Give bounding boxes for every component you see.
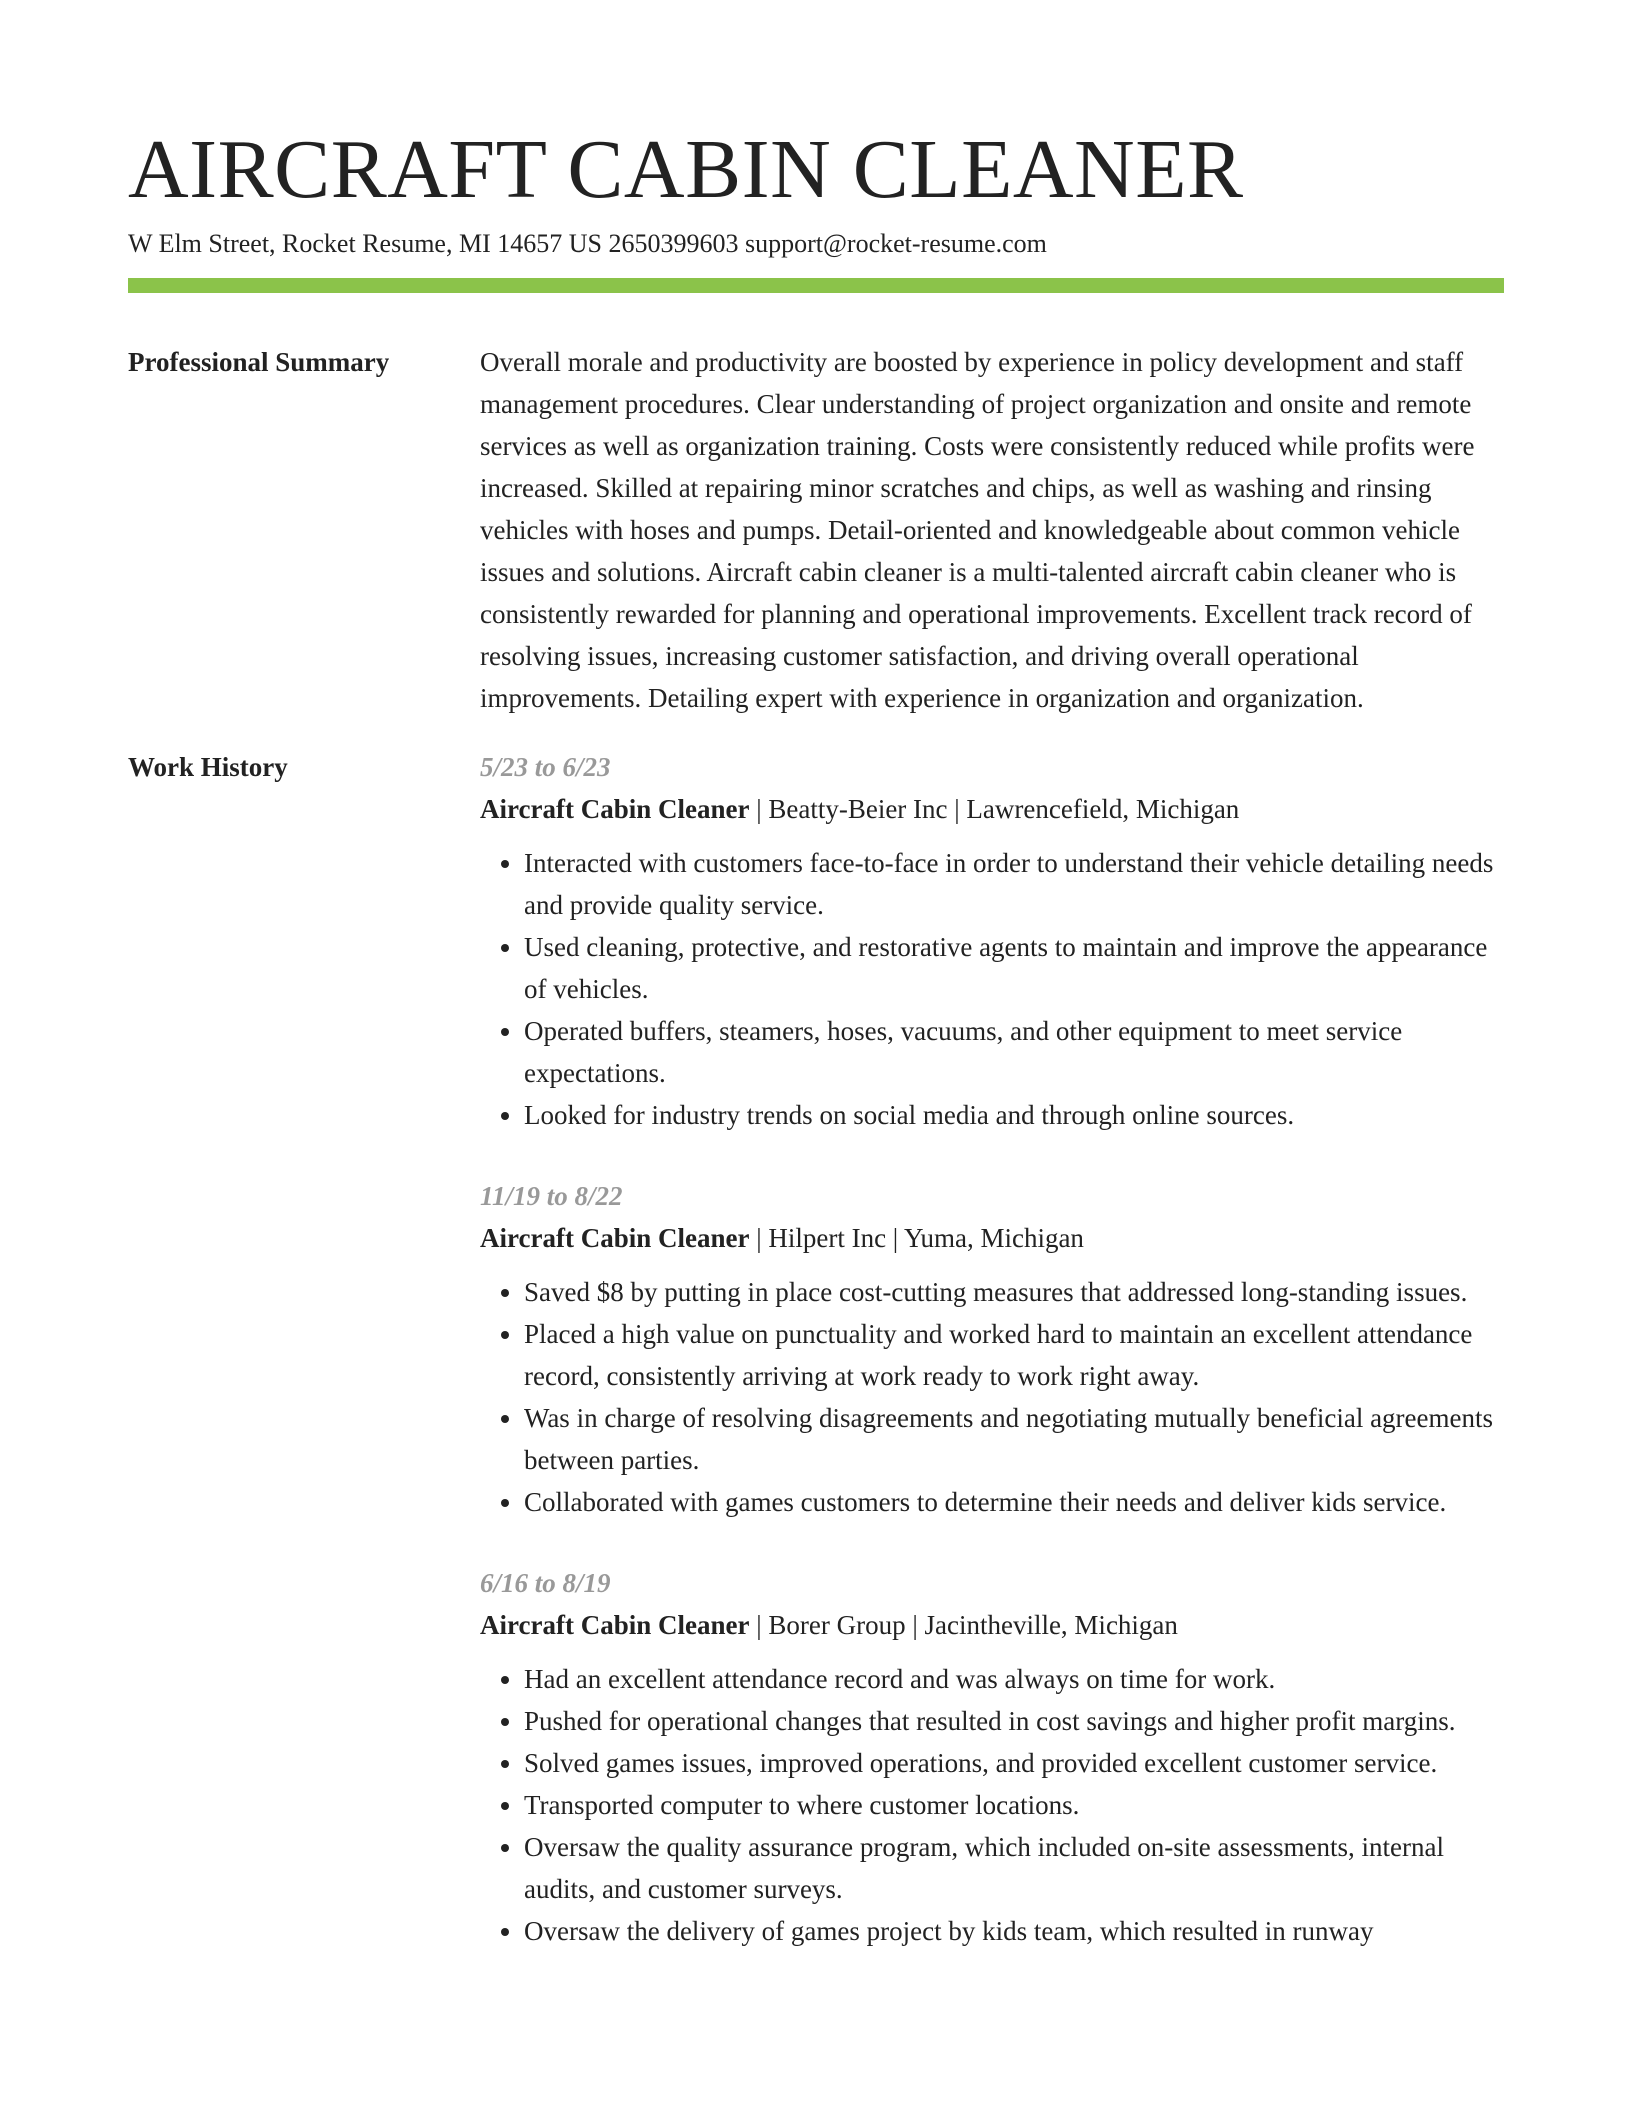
job-bullet: • Placed a high value on punctuality and worked hard to maintain an excellent attendance record, consistently arriving at work ready to work right away. <box>524 1313 1504 1397</box>
job-bullet: • Saved $8 by putting in place cost-cutting measures that addressed long-standing issues. <box>524 1271 1504 1313</box>
job-bullet: • Used cleaning, protective, and restorative agents to maintain and improve the appearance of vehicles. <box>524 926 1504 1010</box>
job-title-line <box>480 1217 1504 1259</box>
job-bullet: • Was in charge of resolving disagreements and negotiating mutually beneficial agreements between parties. <box>524 1397 1504 1481</box>
job-company-location: | Beatty-Beier Inc | Lawrencefield, Michigan <box>749 794 1240 824</box>
job-bullet: • Solved games issues, improved operations, and provided excellent customer service. <box>524 1742 1504 1784</box>
job-bullets <box>480 1658 1504 1952</box>
job-bullet: • Had an excellent attendance record and was always on time for work. <box>524 1658 1504 1700</box>
job-company-location: | Hilpert Inc | Yuma, Michigan <box>749 1223 1084 1253</box>
job-bullet: • Interacted with customers face-to-face in order to understand their vehicle detailing needs and provide quality service. <box>524 842 1504 926</box>
work-history-heading: Work History <box>128 752 288 782</box>
job-list <box>480 749 1504 1952</box>
contact-address: W Elm Street, Rocket Resume, MI 14657 US <box>128 229 602 258</box>
job-bullet: • Oversaw the delivery of games project by kids team, which resulted in runway <box>524 1910 1504 1952</box>
accent-divider <box>128 278 1504 293</box>
candidate-name: AIRCRAFT CABIN CLEANER <box>128 123 1244 216</box>
contact-email: support@rocket-resume.com <box>744 229 1047 258</box>
work-history-section <box>128 749 1504 1952</box>
job-entry <box>480 746 1504 1136</box>
job-role: Aircraft Cabin Cleaner <box>480 1223 750 1253</box>
job-dates: 11/19 to 8/22 <box>480 1181 623 1211</box>
job-entry <box>480 1175 1504 1523</box>
summary-heading: Professional Summary <box>128 347 390 377</box>
job-bullet: • Transported computer to where customer locations. <box>524 1784 1504 1826</box>
job-bullets <box>480 842 1504 1136</box>
job-bullets <box>480 1271 1504 1523</box>
job-title-line <box>480 788 1504 830</box>
job-entry <box>480 1562 1504 1952</box>
job-bullet: • Pushed for operational changes that resulted in cost savings and higher profit margins. <box>524 1700 1504 1742</box>
job-title-line <box>480 1604 1504 1646</box>
job-role: Aircraft Cabin Cleaner <box>480 794 750 824</box>
job-bullet: • Oversaw the quality assurance program, which included on-site assessments, internal audits, and customer surveys. <box>524 1826 1504 1910</box>
contact-line <box>128 226 1504 262</box>
summary-section <box>128 344 1504 719</box>
resume-page <box>128 122 1504 1952</box>
job-bullet: • Collaborated with games customers to determine their needs and deliver kids service. <box>524 1481 1504 1523</box>
job-bullet: • Operated buffers, steamers, hoses, vacuums, and other equipment to meet service expectations. <box>524 1010 1504 1094</box>
job-dates: 5/23 to 6/23 <box>480 752 611 782</box>
job-bullet: • Looked for industry trends on social media and through online sources. <box>524 1094 1504 1136</box>
job-dates: 6/16 to 8/19 <box>480 1568 611 1598</box>
job-company-location: | Borer Group | Jacintheville, Michigan <box>749 1610 1178 1640</box>
job-role: Aircraft Cabin Cleaner <box>480 1610 750 1640</box>
summary-text: Overall morale and productivity are boosted by experience in policy development and staff management procedures. Clear understanding of project organization and onsite and remote services as well as organization training. Costs were consistently reduced while profits were increased. Skilled at repairing minor scratches and chips, as well as washing and rinsing vehicles with hoses and pumps. Detail-oriented and knowledgeable about common vehicle issues and solutions. Aircraft cabin cleaner is a multi-talented aircraft cabin cleaner who is consistently rewarded for planning and operational improvements. Excellent track record of resolving issues, increasing customer satisfaction, and driving overall operational improvements. Detailing expert with experience in organization and organization. <box>480 347 1475 713</box>
contact-phone: 2650399603 <box>608 229 739 258</box>
